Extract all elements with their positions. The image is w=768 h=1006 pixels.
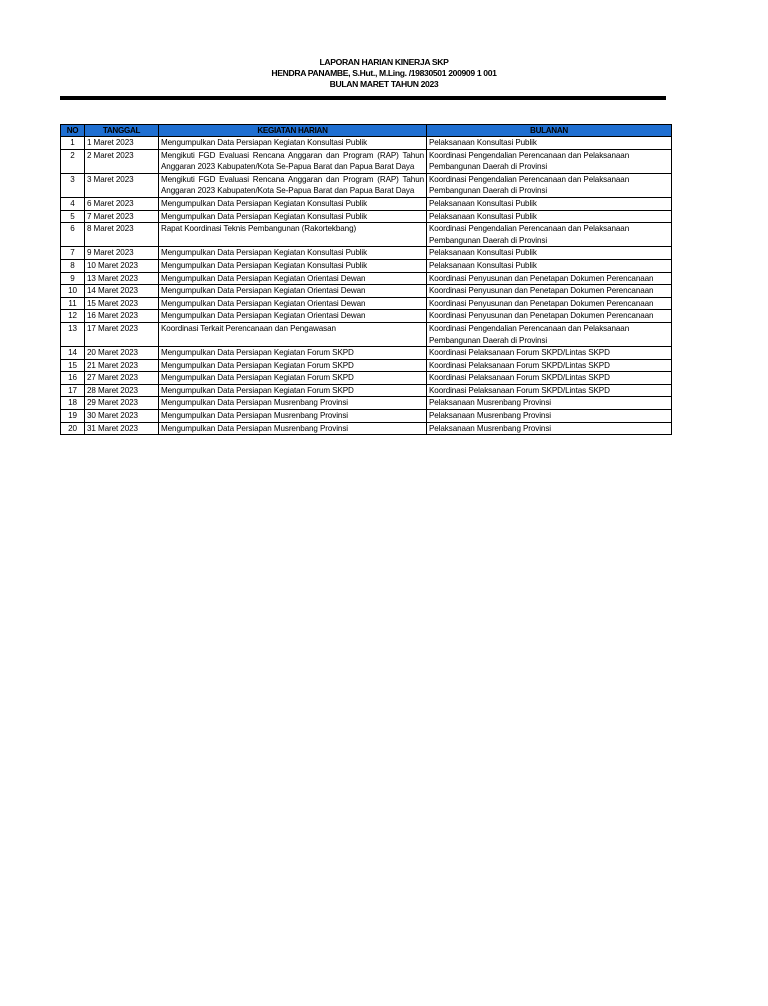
- table-row: [61, 359, 672, 372]
- row-date: 1 Maret 2023: [85, 137, 159, 150]
- table-row: [61, 322, 672, 346]
- row-date: 8 Maret 2023: [85, 223, 159, 247]
- row-number: 16: [61, 372, 85, 385]
- table-row: [61, 372, 672, 385]
- row-number: 5: [61, 210, 85, 223]
- row-date: 13 Maret 2023: [85, 272, 159, 285]
- row-number: 10: [61, 285, 85, 298]
- row-number: 12: [61, 310, 85, 323]
- employee-line: HENDRA PANAMBE, S.Hut., M.Ling. /19830501 200909 1 001: [271, 68, 497, 78]
- row-number: 17: [61, 384, 85, 397]
- row-number: 15: [61, 359, 85, 372]
- table-row: [61, 297, 672, 310]
- row-monthly-output: Koordinasi Penyusunan dan Penetapan Dokumen Perencanaan: [427, 310, 672, 323]
- row-number: 2: [61, 149, 85, 173]
- column-header-bulanan: BULANAN: [427, 125, 672, 137]
- row-date: 31 Maret 2023: [85, 422, 159, 435]
- table-header-row: [61, 125, 672, 137]
- row-date: 27 Maret 2023: [85, 372, 159, 385]
- row-monthly-output: Pelaksanaan Konsultasi Publik: [427, 259, 672, 272]
- table-row: [61, 422, 672, 435]
- row-monthly-output: Koordinasi Pelaksanaan Forum SKPD/Lintas SKPD: [427, 347, 672, 360]
- report-header: [0, 57, 768, 90]
- row-date: 20 Maret 2023: [85, 347, 159, 360]
- row-number: 7: [61, 247, 85, 260]
- row-date: 30 Maret 2023: [85, 410, 159, 423]
- row-date: 9 Maret 2023: [85, 247, 159, 260]
- row-activity: Mengumpulkan Data Persiapan Kegiatan Forum SKPD: [159, 347, 427, 360]
- report-period: BULAN MARET TAHUN 2023: [329, 79, 439, 89]
- row-number: 1: [61, 137, 85, 150]
- row-activity: Mengumpulkan Data Persiapan Kegiatan Konsultasi Publik: [159, 247, 427, 260]
- table-row: [61, 347, 672, 360]
- row-monthly-output: Koordinasi Penyusunan dan Penetapan Dokumen Perencanaan: [427, 272, 672, 285]
- row-date: 7 Maret 2023: [85, 210, 159, 223]
- column-header-kegiatan: KEGIATAN HARIAN: [159, 125, 427, 137]
- table-row: [61, 173, 672, 197]
- row-date: 15 Maret 2023: [85, 297, 159, 310]
- activity-table: [60, 124, 672, 435]
- row-activity: Mengumpulkan Data Persiapan Kegiatan Konsultasi Publik: [159, 197, 427, 210]
- table-row: [61, 272, 672, 285]
- row-number: 8: [61, 259, 85, 272]
- row-activity: Mengumpulkan Data Persiapan Kegiatan Orientasi Dewan: [159, 297, 427, 310]
- row-activity: Mengumpulkan Data Persiapan Kegiatan Orientasi Dewan: [159, 272, 427, 285]
- row-activity: Mengumpulkan Data Persiapan Kegiatan Orientasi Dewan: [159, 310, 427, 323]
- row-number: 18: [61, 397, 85, 410]
- row-number: 11: [61, 297, 85, 310]
- row-monthly-output: Pelaksanaan Musrenbang Provinsi: [427, 422, 672, 435]
- row-monthly-output: Koordinasi Pengendalian Perencanaan dan Pelaksanaan Pembangunan Daerah di Provinsi: [427, 223, 672, 247]
- table-row: [61, 210, 672, 223]
- table-row: [61, 137, 672, 150]
- row-monthly-output: Pelaksanaan Konsultasi Publik: [427, 210, 672, 223]
- table-row: [61, 149, 672, 173]
- row-monthly-output: Pelaksanaan Musrenbang Provinsi: [427, 397, 672, 410]
- table-row: [61, 259, 672, 272]
- row-monthly-output: Koordinasi Pelaksanaan Forum SKPD/Lintas SKPD: [427, 384, 672, 397]
- table-row: [61, 384, 672, 397]
- report-title: LAPORAN HARIAN KINERJA SKP: [319, 57, 449, 67]
- row-monthly-output: Pelaksanaan Konsultasi Publik: [427, 247, 672, 260]
- table-row: [61, 410, 672, 423]
- row-activity: Koordinasi Terkait Perencanaan dan Pengawasan: [159, 322, 427, 346]
- table-body: [61, 137, 672, 435]
- table-row: [61, 310, 672, 323]
- table-row: [61, 285, 672, 298]
- row-number: 9: [61, 272, 85, 285]
- table-row: [61, 197, 672, 210]
- row-date: 14 Maret 2023: [85, 285, 159, 298]
- row-activity: Mengumpulkan Data Persiapan Kegiatan Konsultasi Publik: [159, 259, 427, 272]
- row-monthly-output: Koordinasi Pelaksanaan Forum SKPD/Lintas SKPD: [427, 372, 672, 385]
- row-date: 3 Maret 2023: [85, 173, 159, 197]
- header-divider: [60, 96, 666, 100]
- row-activity: Rapat Koordinasi Teknis Pembangunan (Rakortekbang): [159, 223, 427, 247]
- row-date: 16 Maret 2023: [85, 310, 159, 323]
- row-number: 13: [61, 322, 85, 346]
- row-monthly-output: Koordinasi Pengendalian Perencanaan dan Pelaksanaan Pembangunan Daerah di Provinsi: [427, 173, 672, 197]
- row-monthly-output: Koordinasi Pengendalian Perencanaan dan Pelaksanaan Pembangunan Daerah di Provinsi: [427, 322, 672, 346]
- row-date: 6 Maret 2023: [85, 197, 159, 210]
- row-activity: Mengumpulkan Data Persiapan Kegiatan Konsultasi Publik: [159, 210, 427, 223]
- row-number: 14: [61, 347, 85, 360]
- row-date: 21 Maret 2023: [85, 359, 159, 372]
- table-row: [61, 223, 672, 247]
- row-date: 17 Maret 2023: [85, 322, 159, 346]
- row-date: 28 Maret 2023: [85, 384, 159, 397]
- row-activity: Mengumpulkan Data Persiapan Musrenbang Provinsi: [159, 410, 427, 423]
- row-date: 29 Maret 2023: [85, 397, 159, 410]
- row-activity: Mengikuti FGD Evaluasi Rencana Anggaran dan Program (RAP) Tahun Anggaran 2023 Kabupaten/Kota Se-Papua Barat dan Papua Barat Daya: [159, 173, 427, 197]
- column-header-tanggal: TANGGAL: [85, 125, 159, 137]
- row-number: 3: [61, 173, 85, 197]
- row-activity: Mengumpulkan Data Persiapan Kegiatan Forum SKPD: [159, 372, 427, 385]
- row-number: 4: [61, 197, 85, 210]
- row-activity: Mengumpulkan Data Persiapan Kegiatan Forum SKPD: [159, 359, 427, 372]
- row-activity: Mengumpulkan Data Persiapan Kegiatan Orientasi Dewan: [159, 285, 427, 298]
- row-monthly-output: Pelaksanaan Konsultasi Publik: [427, 137, 672, 150]
- row-date: 2 Maret 2023: [85, 149, 159, 173]
- row-monthly-output: Pelaksanaan Konsultasi Publik: [427, 197, 672, 210]
- row-activity: Mengumpulkan Data Persiapan Musrenbang Provinsi: [159, 422, 427, 435]
- row-number: 6: [61, 223, 85, 247]
- row-monthly-output: Koordinasi Pengendalian Perencanaan dan Pelaksanaan Pembangunan Daerah di Provinsi: [427, 149, 672, 173]
- row-number: 19: [61, 410, 85, 423]
- row-activity: Mengikuti FGD Evaluasi Rencana Anggaran dan Program (RAP) Tahun Anggaran 2023 Kabupaten/Kota Se-Papua Barat dan Papua Barat Daya: [159, 149, 427, 173]
- row-monthly-output: Koordinasi Pelaksanaan Forum SKPD/Lintas SKPD: [427, 359, 672, 372]
- row-number: 20: [61, 422, 85, 435]
- row-monthly-output: Pelaksanaan Musrenbang Provinsi: [427, 410, 672, 423]
- row-activity: Mengumpulkan Data Persiapan Kegiatan Forum SKPD: [159, 384, 427, 397]
- row-date: 10 Maret 2023: [85, 259, 159, 272]
- row-activity: Mengumpulkan Data Persiapan Kegiatan Konsultasi Publik: [159, 137, 427, 150]
- row-monthly-output: Koordinasi Penyusunan dan Penetapan Dokumen Perencanaan: [427, 297, 672, 310]
- table-row: [61, 247, 672, 260]
- row-activity: Mengumpulkan Data Persiapan Musrenbang Provinsi: [159, 397, 427, 410]
- row-monthly-output: Koordinasi Penyusunan dan Penetapan Dokumen Perencanaan: [427, 285, 672, 298]
- column-header-no: NO: [61, 125, 85, 137]
- table-row: [61, 397, 672, 410]
